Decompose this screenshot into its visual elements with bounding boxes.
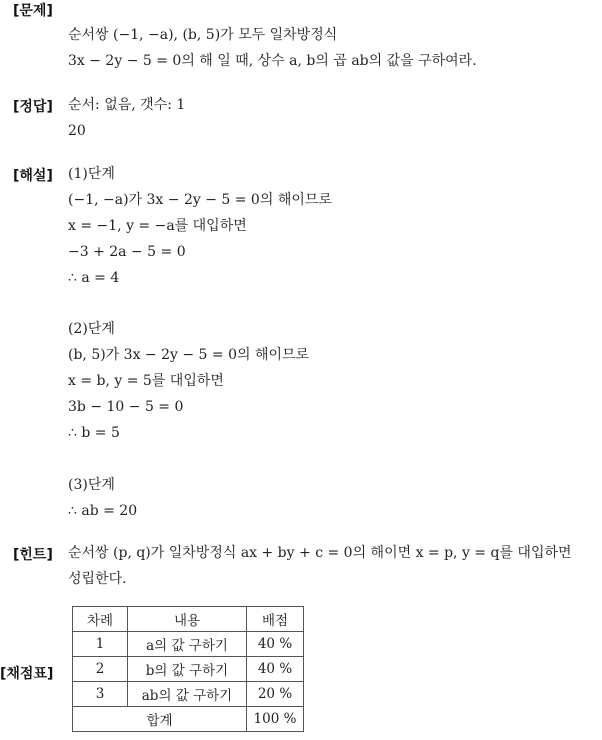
table-cell: 2	[73, 657, 128, 682]
table-cell: b의 값 구하기	[128, 657, 247, 682]
answer-label: [정답]	[13, 99, 53, 115]
answer-line: 순서: 없음, 갯수: 1	[68, 97, 186, 113]
hint-line: 순서쌍 (p, q)가 일차방정식 ax + by + c = 0의 해이면 x = p, y = q를 대입하면	[68, 545, 572, 561]
answer-value: 20	[68, 123, 86, 139]
total-value: 100 %	[247, 707, 304, 732]
table-cell: 40 %	[247, 657, 304, 682]
rubric-table	[72, 606, 304, 732]
table-row	[73, 657, 304, 682]
explanation-line: x = −1, y = −a를 대입하면	[68, 218, 247, 234]
problem-line: 순서쌍 (−1, −a), (b, 5)가 모두 일차방정식	[68, 27, 338, 43]
explanation-line: (−1, −a)가 3x − 2y − 5 = 0의 해이므로	[68, 192, 332, 208]
total-label: 합계	[73, 707, 247, 732]
explanation-line: −3 + 2a − 5 = 0	[68, 244, 186, 260]
problem-line: 3x − 2y − 5 = 0의 해 일 때, 상수 a, b의 곱 ab의 값을 구하여라.	[68, 53, 477, 69]
table-cell: ab의 값 구하기	[128, 682, 247, 707]
explanation-line: 3b − 10 − 5 = 0	[68, 399, 184, 415]
rubric-label: [채점표]	[0, 666, 54, 682]
explanation-line: x = b, y = 5를 대입하면	[68, 373, 224, 389]
explanation-line: (b, 5)가 3x − 2y − 5 = 0의 해이므로	[68, 347, 310, 363]
table-cell: a의 값 구하기	[128, 632, 247, 657]
table-row	[73, 682, 304, 707]
explanation-line: ∴ a = 4	[68, 270, 120, 286]
table-total-row	[73, 707, 304, 732]
table-cell: 40 %	[247, 632, 304, 657]
table-cell: 1	[73, 632, 128, 657]
explanation-line: ∴ ab = 20	[68, 503, 138, 519]
table-row	[73, 632, 304, 657]
step-heading: (2)단계	[68, 321, 115, 337]
table-cell: 3	[73, 682, 128, 707]
explanation-label: [해설]	[13, 168, 53, 184]
hint-label: [힌트]	[13, 547, 53, 563]
hint-line: 성립한다.	[68, 571, 127, 587]
table-header-row	[73, 607, 304, 632]
column-header: 차례	[73, 607, 128, 632]
step-heading: (3)단계	[68, 477, 115, 493]
column-header: 배점	[247, 607, 304, 632]
problem-label: [문제]	[13, 3, 53, 19]
step-heading: (1)단계	[68, 166, 115, 182]
table-cell: 20 %	[247, 682, 304, 707]
explanation-line: ∴ b = 5	[68, 425, 120, 441]
column-header: 내용	[128, 607, 247, 632]
